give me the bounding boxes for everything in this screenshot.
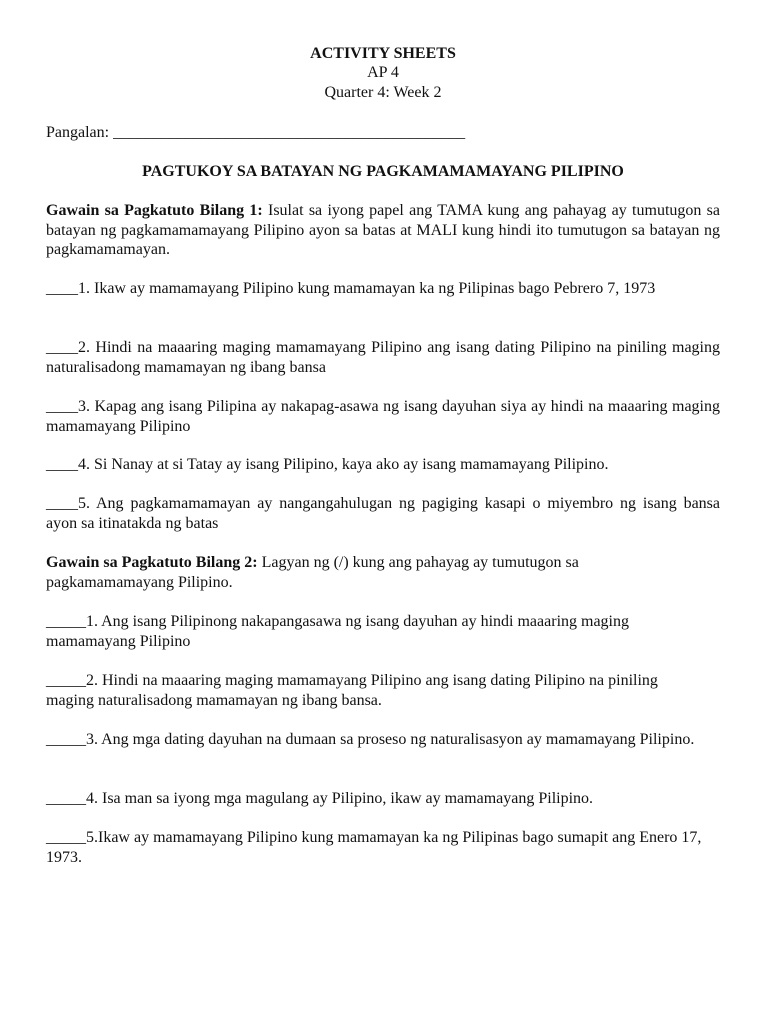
activity1-instruction-text: Isulat sa iyong papel ang TAMA kung ang pahayag ay tumutugon sa batayan ng pagkamamamayang Pilipino ayon sa batas at MALI kung hindi ito tumutugon sa batayan ng pagkamamamayan. bbox=[46, 202, 720, 258]
name-field[interactable] bbox=[46, 123, 465, 143]
name-label: Pangalan: bbox=[46, 124, 110, 141]
lesson-title: PAGTUKOY SA BATAYAN NG PAGKAMAMAMAYANG PILIPINO bbox=[142, 163, 624, 180]
activity2-item-3: _____3. Ang mga dating dayuhan na dumaan sa proseso ng naturalisasyon ay mamamayang Pilipino. bbox=[46, 731, 695, 748]
activity1-item-3: ____3. Kapag ang isang Pilipina ay nakapag-asawa ng isang dayuhan siya ay hindi na maaaring maging mamamayang Pilipino bbox=[46, 398, 720, 435]
activity1-heading: Gawain sa Pagkatuto Bilang 1: bbox=[46, 202, 263, 219]
activity2-instruction-text: Lagyan ng (/) kung ang pahayag ay tumutugon sa pagkamamamayang Pilipino. bbox=[46, 554, 579, 591]
activity2-item-1: _____1. Ang isang Pilipinong nakapangasawa ng isang dayuhan ay hindi maaaring maging mamamayang Pilipino bbox=[46, 613, 629, 650]
activity1-item-5: ____5. Ang pagkamamamayan ay nangangahulugan ng pagiging kasapi o miyembro ng isang bansa ayon sa itinatakda ng batas bbox=[46, 495, 720, 532]
subject-label: AP 4 bbox=[367, 64, 399, 81]
sheet-title: ACTIVITY SHEETS bbox=[310, 45, 456, 62]
activity2-item-2: _____2. Hindi na maaaring maging mamamayang Pilipino ang isang dating Pilipino na piniling maging naturalisadong mamamayan ng ibang bansa. bbox=[46, 672, 658, 709]
activity2-instructions bbox=[46, 553, 666, 592]
activity2-item-4: _____4. Isa man sa iyong mga magulang ay Pilipino, ikaw ay mamamayang Pilipino. bbox=[46, 790, 594, 807]
activity2-item-5: _____5.Ikaw ay mamamayang Pilipino kung mamamayan ka ng Pilipinas bago sumapit ang Enero 17, 1973. bbox=[46, 829, 702, 866]
activity1-item-2: ____2. Hindi na maaaring maging mamamayang Pilipino ang isang dating Pilipino na piniling maging naturalisadong mamamayan ng ibang bansa bbox=[46, 339, 720, 376]
activity1-item-4: ____4. Si Nanay at si Tatay ay isang Pilipino, kaya ako ay isang mamamayang Pilipino. bbox=[46, 456, 609, 473]
name-blank[interactable]: ____________________________________________ bbox=[113, 124, 466, 141]
quarter-week-label: Quarter 4: Week 2 bbox=[324, 84, 442, 101]
activity1-item-1: ____1. Ikaw ay mamamayang Pilipino kung mamamayan ka ng Pilipinas bago Pebrero 7, 1973 bbox=[46, 280, 656, 297]
activity1-instructions bbox=[46, 201, 720, 260]
activity2-heading: Gawain sa Pagkatuto Bilang 2: bbox=[46, 554, 258, 571]
